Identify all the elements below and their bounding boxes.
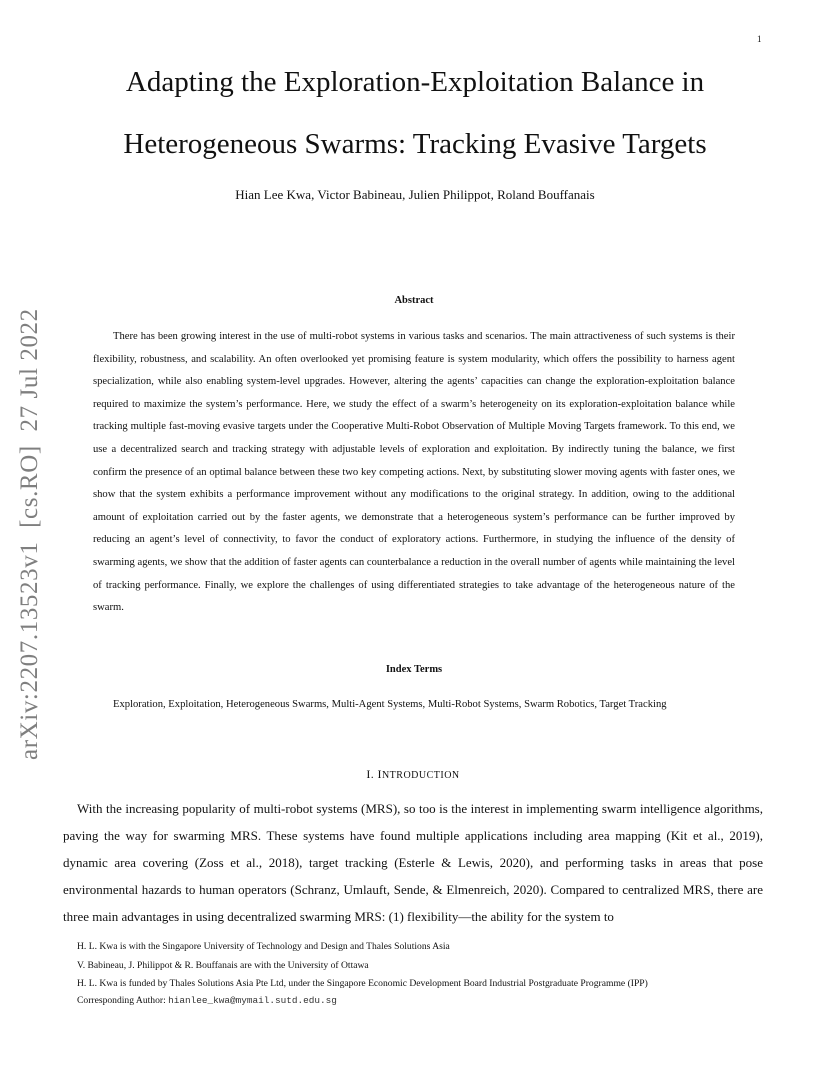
footnote-affiliation-1: H. L. Kwa is with the Singapore University of Technology and Design and Thales Solutions Asia xyxy=(77,941,450,952)
section-title-initial: I xyxy=(377,767,382,781)
section-number: I. xyxy=(366,767,375,781)
abstract-text: There has been growing interest in the use of multi-robot systems in various tasks and scenarios. The main attractiveness of such systems is their flexibility, robustness, and scalability. An often overlooked yet promising feature is system modularity, which offers the possibility to harness agent specialization, while also enabling system-level upgrades. However, altering the agents’ capacities can change the exploration-exploitation balance required to maximize the system’s performance. Here, we study the effect of a swarm’s heterogeneity on its exploration-exploitation balance while tracking multiple fast-moving evasive targets under the Cooperative Multi-Robot Observation of Multiple Moving Targets framework. To this end, we use a decentralized search and tracking strategy with adjustable levels of exploration and exploitation. By indirectly tuning the balance, we first confirm the presence of an optimal balance between these two key competing actions. Next, by substituting slower moving agents with faster ones, we show that the system exhibits a performance improvement without any modifications to the original strategy. In addition, owing to the additional amount of exploitation carried out by the faster agents, we demonstrate that a heterogeneous system’s performance can be further improved by reducing an agent’s level of connectivity, to favor the conduct of exploratory actions. Furthermore, in studying the influence of the density of swarming agents, we show that the addition of faster agents can counterbalance a reduction in the overall number of agents while maintaining the level of tracking performance. Finally, we explore the challenges of using differentiated strategies to take advantage of the heterogeneous nature of the swarm. xyxy=(93,331,735,614)
page-number: 1 xyxy=(757,34,762,44)
footnote-funding: H. L. Kwa is funded by Thales Solutions Asia Pte Ltd, under the Singapore Economic Development Board Industrial Postgraduate Programme (IPP) xyxy=(77,978,648,989)
title-line-1: Adapting the Exploration-Exploitation Balance in xyxy=(125,66,705,98)
corresponding-author-email[interactable]: hianlee_kwa@mymail.sutd.edu.sg xyxy=(168,995,337,1006)
section-heading-introduction xyxy=(60,767,766,782)
footnote-corresponding-author xyxy=(77,995,337,1006)
corresponding-author-label: Corresponding Author: xyxy=(77,995,166,1006)
index-terms-heading: Index Terms xyxy=(385,664,443,675)
abstract-heading: Abstract xyxy=(394,295,434,306)
section-title-rest: NTRODUCTION xyxy=(381,770,460,781)
arxiv-stamp: arXiv:2207.13523v1 [cs.RO] 27 Jul 2022 xyxy=(16,308,43,760)
author-list: Hian Lee Kwa, Victor Babineau, Julien Philippot, Roland Bouffanais xyxy=(235,187,595,202)
title-line-2: Heterogeneous Swarms: Tracking Evasive Targets xyxy=(123,128,707,160)
index-terms-text: Exploration, Exploitation, Heterogeneous Swarms, Multi-Agent Systems, Multi-Robot Systems, Swarm Robotics, Target Tracking xyxy=(113,699,667,710)
footnote-affiliation-2: V. Babineau, J. Philippot & R. Bouffanais are with the University of Ottawa xyxy=(77,960,369,971)
introduction-paragraph: With the increasing popularity of multi-robot systems (MRS), so too is the interest in implementing swarm intelligence algorithms, paving the way for swarming MRS. These systems have found multiple applications including area mapping (Kit et al., 2019), dynamic area covering (Zoss et al., 2018), target tracking (Esterle & Lewis, 2020), and performing tasks in areas that pose environmental hazards to human operators (Schranz, Umlauft, Sende, & Elmenreich, 2020). Compared to centralized MRS, there are three main advantages in using decentralized swarming MRS: (1) flexibility—the ability for the system to xyxy=(63,801,763,924)
